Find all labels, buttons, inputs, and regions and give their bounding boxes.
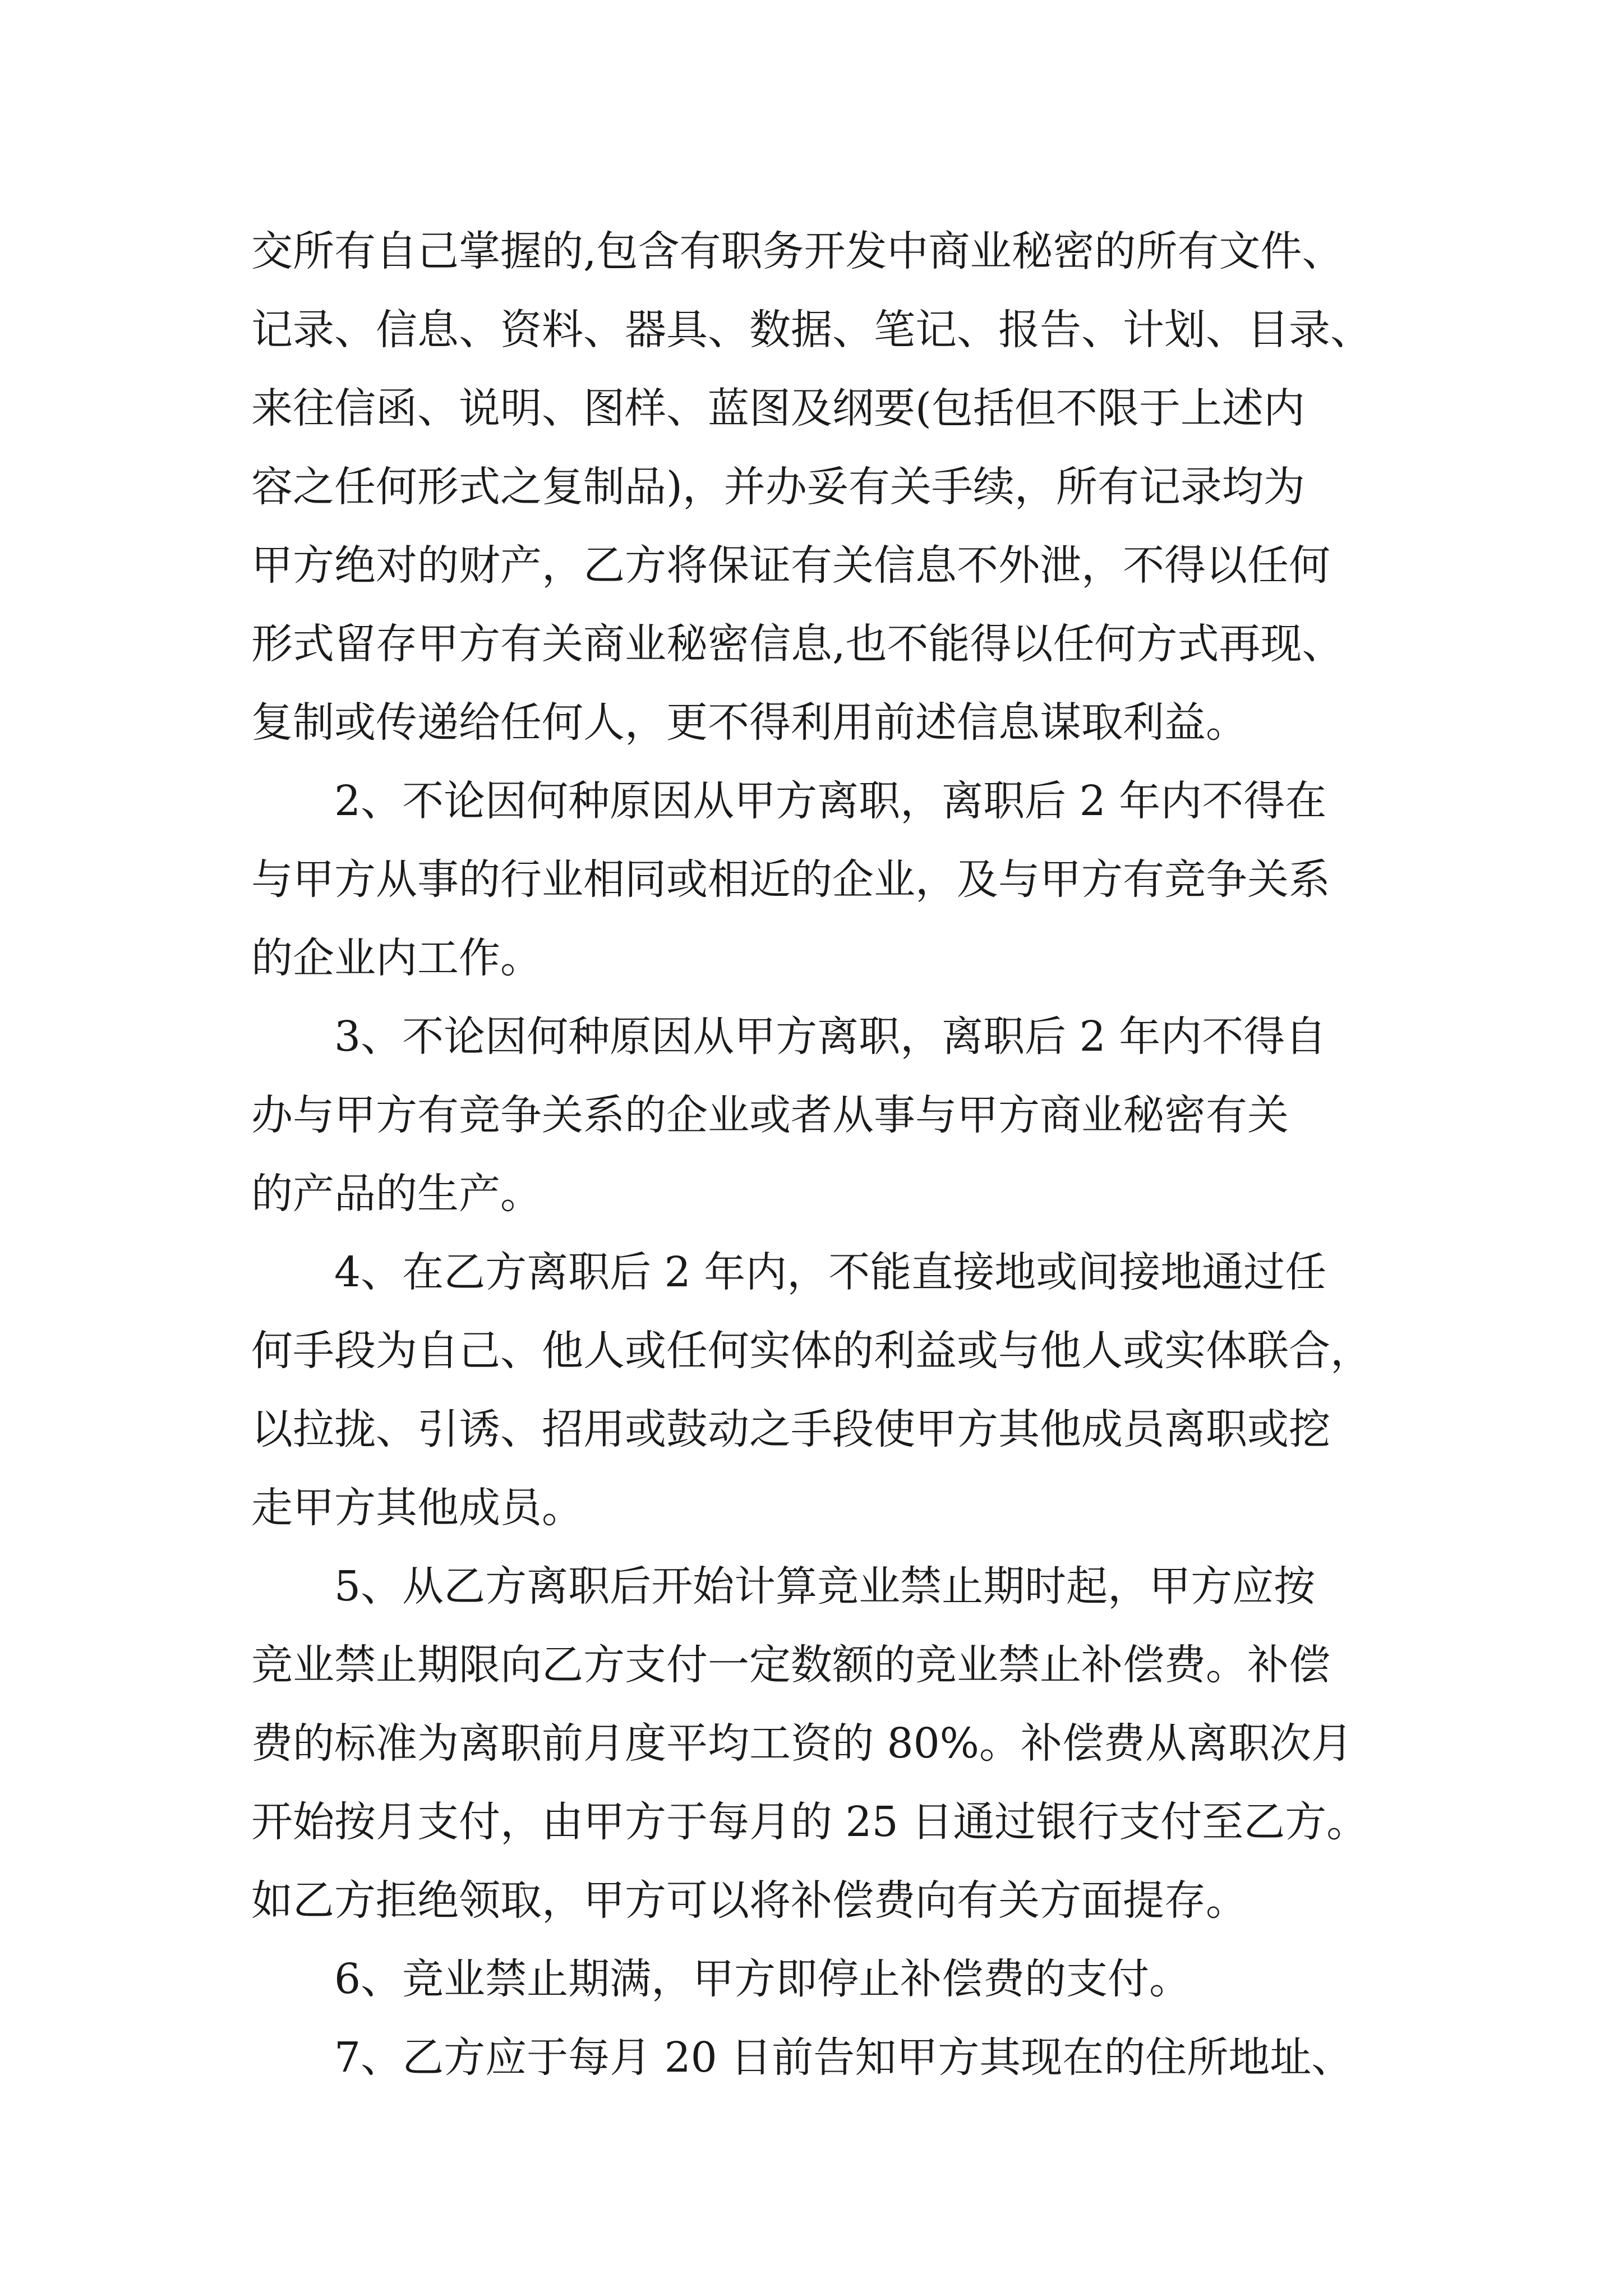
clause-5-line-3: 费的标准为离职前月度平均工资的 80%。补偿费从离职次月 bbox=[251, 1719, 1353, 1768]
text-line-7: 复制或传递给任何人，更不得利用前述信息谋取利益。 bbox=[251, 698, 1247, 747]
clause-6-line-1: 6、竞业禁止期满，甲方即停止补偿费的支付。 bbox=[334, 1955, 1191, 2003]
clause-4-line-3: 以拉拢、引诱、招用或鼓动之手段使甲方其他成员离职或挖 bbox=[251, 1405, 1330, 1453]
clause-4-line-1: 4、在乙方离职后 2 年内，不能直接地或间接地通过任 bbox=[334, 1248, 1327, 1296]
clause-2-line-3: 的企业内工作。 bbox=[251, 934, 542, 982]
clause-5-line-5: 如乙方拒绝领取，甲方可以将补偿费向有关方面提存。 bbox=[251, 1876, 1247, 1925]
clause-5-line-4: 开始按月支付，由甲方于每月的 25 日通过银行支付至乙方。 bbox=[251, 1798, 1368, 1846]
clause-4-line-2: 何手段为自己、他人或任何实体的利益或与他人或实体联合， bbox=[251, 1327, 1372, 1375]
clause-4-line-4: 走甲方其他成员。 bbox=[251, 1484, 583, 1532]
clause-2-line-2: 与甲方从事的行业相同或相近的企业，及与甲方有竞争关系 bbox=[251, 855, 1330, 904]
clause-3-line-2: 办与甲方有竞争关系的企业或者从事与甲方商业秘密有关 bbox=[251, 1091, 1289, 1139]
text-line-2: 记录、信息、资料、器具、数据、笔记、报告、计划、目录、 bbox=[251, 306, 1372, 354]
document-body bbox=[251, 212, 1513, 2097]
clause-5-line-1: 5、从乙方离职后开始计算竞业禁止期时起，甲方应按 bbox=[334, 1562, 1316, 1611]
text-line-5: 甲方绝对的财产，乙方将保证有关信息不外泄，不得以任何 bbox=[251, 541, 1330, 590]
clause-7-line-1: 7、乙方应于每月 20 日前告知甲方其现在的住所地址、 bbox=[334, 2033, 1353, 2082]
clause-3-line-1: 3、不论因何种原因从甲方离职，离职后 2 年内不得自 bbox=[334, 1013, 1327, 1061]
text-line-6: 形式留存甲方有关商业秘密信息,也不能得以任何方式再现、 bbox=[251, 620, 1344, 668]
text-line-3: 来往信函、说明、图样、蓝图及纲要(包括但不限于上述内 bbox=[251, 384, 1305, 432]
text-line-1: 交所有自己掌握的,包含有职务开发中商业秘密的所有文件、 bbox=[251, 227, 1344, 275]
clause-3-line-3: 的产品的生产。 bbox=[251, 1170, 542, 1218]
clause-5-line-2: 竞业禁止期限向乙方支付一定数额的竞业禁止补偿费。补偿 bbox=[251, 1641, 1330, 1689]
text-line-4: 容之任何形式之复制品)，并办妥有关手续，所有记录均为 bbox=[251, 463, 1305, 511]
clause-2-line-1: 2、不论因何种原因从甲方离职，离职后 2 年内不得在 bbox=[334, 777, 1327, 825]
